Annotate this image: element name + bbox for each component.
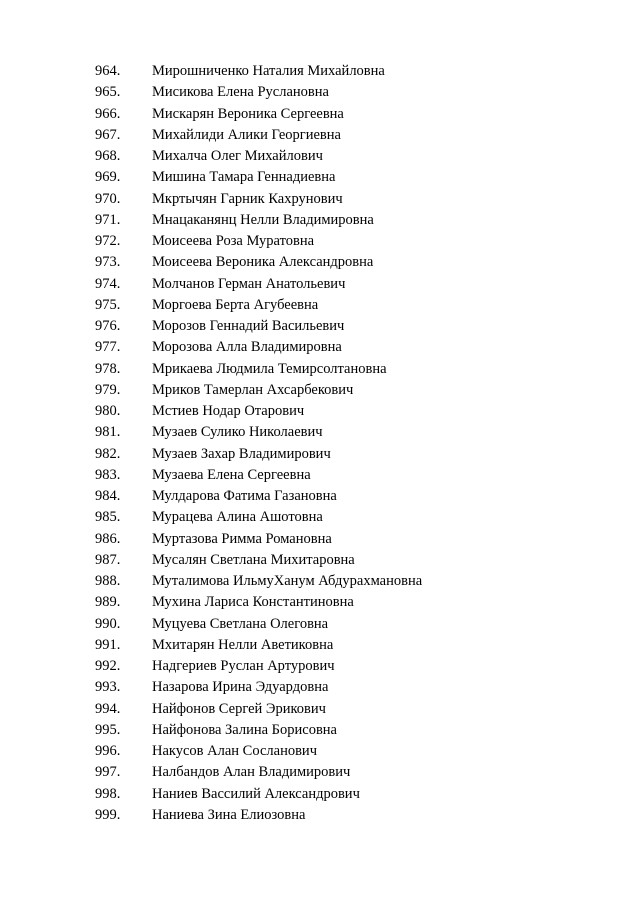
entry-name: Муталимова ИльмуХанум Абдурахмановна: [152, 573, 423, 589]
entry-name: Молчанов Герман Анатольевич: [152, 275, 346, 292]
list-item: [0, 805, 640, 826]
entry-number: 965.: [95, 84, 121, 101]
list-item: [0, 210, 640, 231]
entry-name: Морозов Геннадий Васильевич: [152, 318, 345, 334]
entry-number: 999.: [95, 806, 121, 823]
list-item: [0, 231, 640, 252]
entry-number: 967.: [95, 126, 121, 143]
entry-name: Мкртычян Гарник Кахрунович: [152, 190, 343, 207]
entry-number: 989.: [95, 594, 121, 611]
entry-name: Моисеева Роза Муратовна: [152, 233, 315, 249]
entry-name: Мирошниченко Наталия Михайловна: [152, 63, 385, 79]
entry-number: 983.: [95, 466, 121, 483]
entry-name: Мишина Тамара Геннадиевна: [152, 169, 336, 186]
list-item: [0, 337, 640, 358]
entry-name: Мурацева Алина Ашотовна: [152, 509, 323, 526]
list-item: [0, 571, 640, 592]
list-item: [0, 741, 640, 762]
list-item: [0, 316, 640, 337]
list-item: [0, 720, 640, 741]
entry-number: 986.: [95, 530, 121, 547]
entry-name: Муртазова Римма Романовна: [152, 530, 332, 547]
list-item: [0, 82, 640, 103]
entry-name: Мулдарова Фатима Газановна: [152, 488, 337, 504]
entry-name: Надгериев Руслан Артурович: [152, 658, 335, 674]
entry-number: 982.: [95, 445, 121, 462]
entry-name: Мрикаева Людмила Темирсолтановна: [152, 360, 387, 377]
list-item: [0, 444, 640, 465]
entry-number: 971.: [95, 211, 121, 228]
list-item: [0, 274, 640, 295]
entry-name: Мусалян Светлана Михитаровна: [152, 551, 355, 568]
list-item: [0, 699, 640, 720]
list-item: [0, 677, 640, 698]
entry-name: Мискарян Вероника Сергеевна: [152, 105, 344, 122]
list-item: [0, 422, 640, 443]
entry-name: Морозова Алла Владимировна: [152, 339, 342, 356]
entry-name: Накусов Алан Сосланович: [152, 743, 317, 759]
entry-name: Мхитарян Нелли Аветиковна: [152, 636, 334, 653]
list-item: [0, 104, 640, 125]
entry-number: 979.: [95, 381, 121, 398]
list-item: [0, 486, 640, 507]
entry-number: 968.: [95, 148, 121, 164]
list-item: [0, 167, 640, 188]
entry-number: 974.: [95, 275, 121, 292]
entry-name: Мриков Тамерлан Ахсарбекович: [152, 381, 354, 398]
entry-number: 981.: [95, 424, 121, 441]
list-item: [0, 635, 640, 656]
entry-number: 966.: [95, 105, 121, 122]
entry-number: 970.: [95, 190, 121, 207]
list-item: [0, 592, 640, 613]
list-item: [0, 507, 640, 528]
entry-name: Наниев Вассилий Александрович: [152, 785, 360, 802]
list-item: [0, 189, 640, 210]
list-item: [0, 784, 640, 805]
entry-number: 984.: [95, 488, 121, 504]
list-item: [0, 529, 640, 550]
entry-name: Налбандов Алан Владимирович: [152, 764, 351, 781]
list-item: [0, 380, 640, 401]
list-item: [0, 656, 640, 677]
list-item: [0, 465, 640, 486]
list-item: [0, 762, 640, 783]
entry-name: Моргоева Берта Агубеевна: [152, 296, 319, 313]
entry-name: Назарова Ирина Эдуардовна: [152, 679, 329, 696]
list-item: [0, 401, 640, 422]
entry-number: 976.: [95, 318, 121, 334]
entry-number: 969.: [95, 169, 121, 186]
entry-name: Михалча Олег Михайлович: [152, 148, 323, 164]
entry-name: Мстиев Нодар Отарович: [152, 403, 305, 419]
list-item: [0, 550, 640, 571]
entry-number: 987.: [95, 551, 121, 568]
entry-number: 997.: [95, 764, 121, 781]
entry-name: Наниева Зина Елиозовна: [152, 806, 306, 823]
entry-number: 991.: [95, 636, 121, 653]
entry-number: 977.: [95, 339, 121, 356]
entry-name: Музаева Елена Сергеевна: [152, 466, 311, 483]
entry-number: 978.: [95, 360, 121, 377]
entry-name: Муцуева Светлана Олеговна: [152, 615, 329, 632]
entry-number: 998.: [95, 785, 121, 802]
entry-number: 995.: [95, 721, 121, 738]
entry-name: Мисикова Елена Руслановна: [152, 84, 329, 101]
entry-number: 964.: [95, 63, 121, 79]
entry-number: 996.: [95, 743, 121, 759]
entry-number: 985.: [95, 509, 121, 526]
entry-name: Мнацаканянц Нелли Владимировна: [152, 211, 374, 228]
list-item: [0, 614, 640, 635]
list-item: [0, 295, 640, 316]
entry-name: Найфонова Залина Борисовна: [152, 721, 337, 738]
list-item: [0, 359, 640, 380]
entry-name: Музаев Захар Владимирович: [152, 445, 331, 462]
name-list: [0, 61, 640, 826]
entry-number: 972.: [95, 233, 121, 249]
entry-number: 992.: [95, 658, 121, 674]
list-item: [0, 146, 640, 167]
entry-name: Найфонов Сергей Эрикович: [152, 700, 326, 717]
entry-name: Михайлиди Алики Георгиевна: [152, 126, 341, 143]
entry-number: 975.: [95, 296, 121, 313]
entry-name: Мухина Лариса Константиновна: [152, 594, 354, 611]
entry-number: 994.: [95, 700, 121, 717]
list-item: [0, 61, 640, 82]
entry-number: 990.: [95, 615, 121, 632]
entry-number: 993.: [95, 679, 121, 696]
entry-name: Музаев Сулико Николаевич: [152, 424, 323, 441]
list-item: [0, 252, 640, 273]
entry-number: 973.: [95, 254, 121, 271]
entry-number: 980.: [95, 403, 121, 419]
entry-number: 988.: [95, 573, 121, 589]
entry-name: Моисеева Вероника Александровна: [152, 254, 374, 271]
list-item: [0, 125, 640, 146]
